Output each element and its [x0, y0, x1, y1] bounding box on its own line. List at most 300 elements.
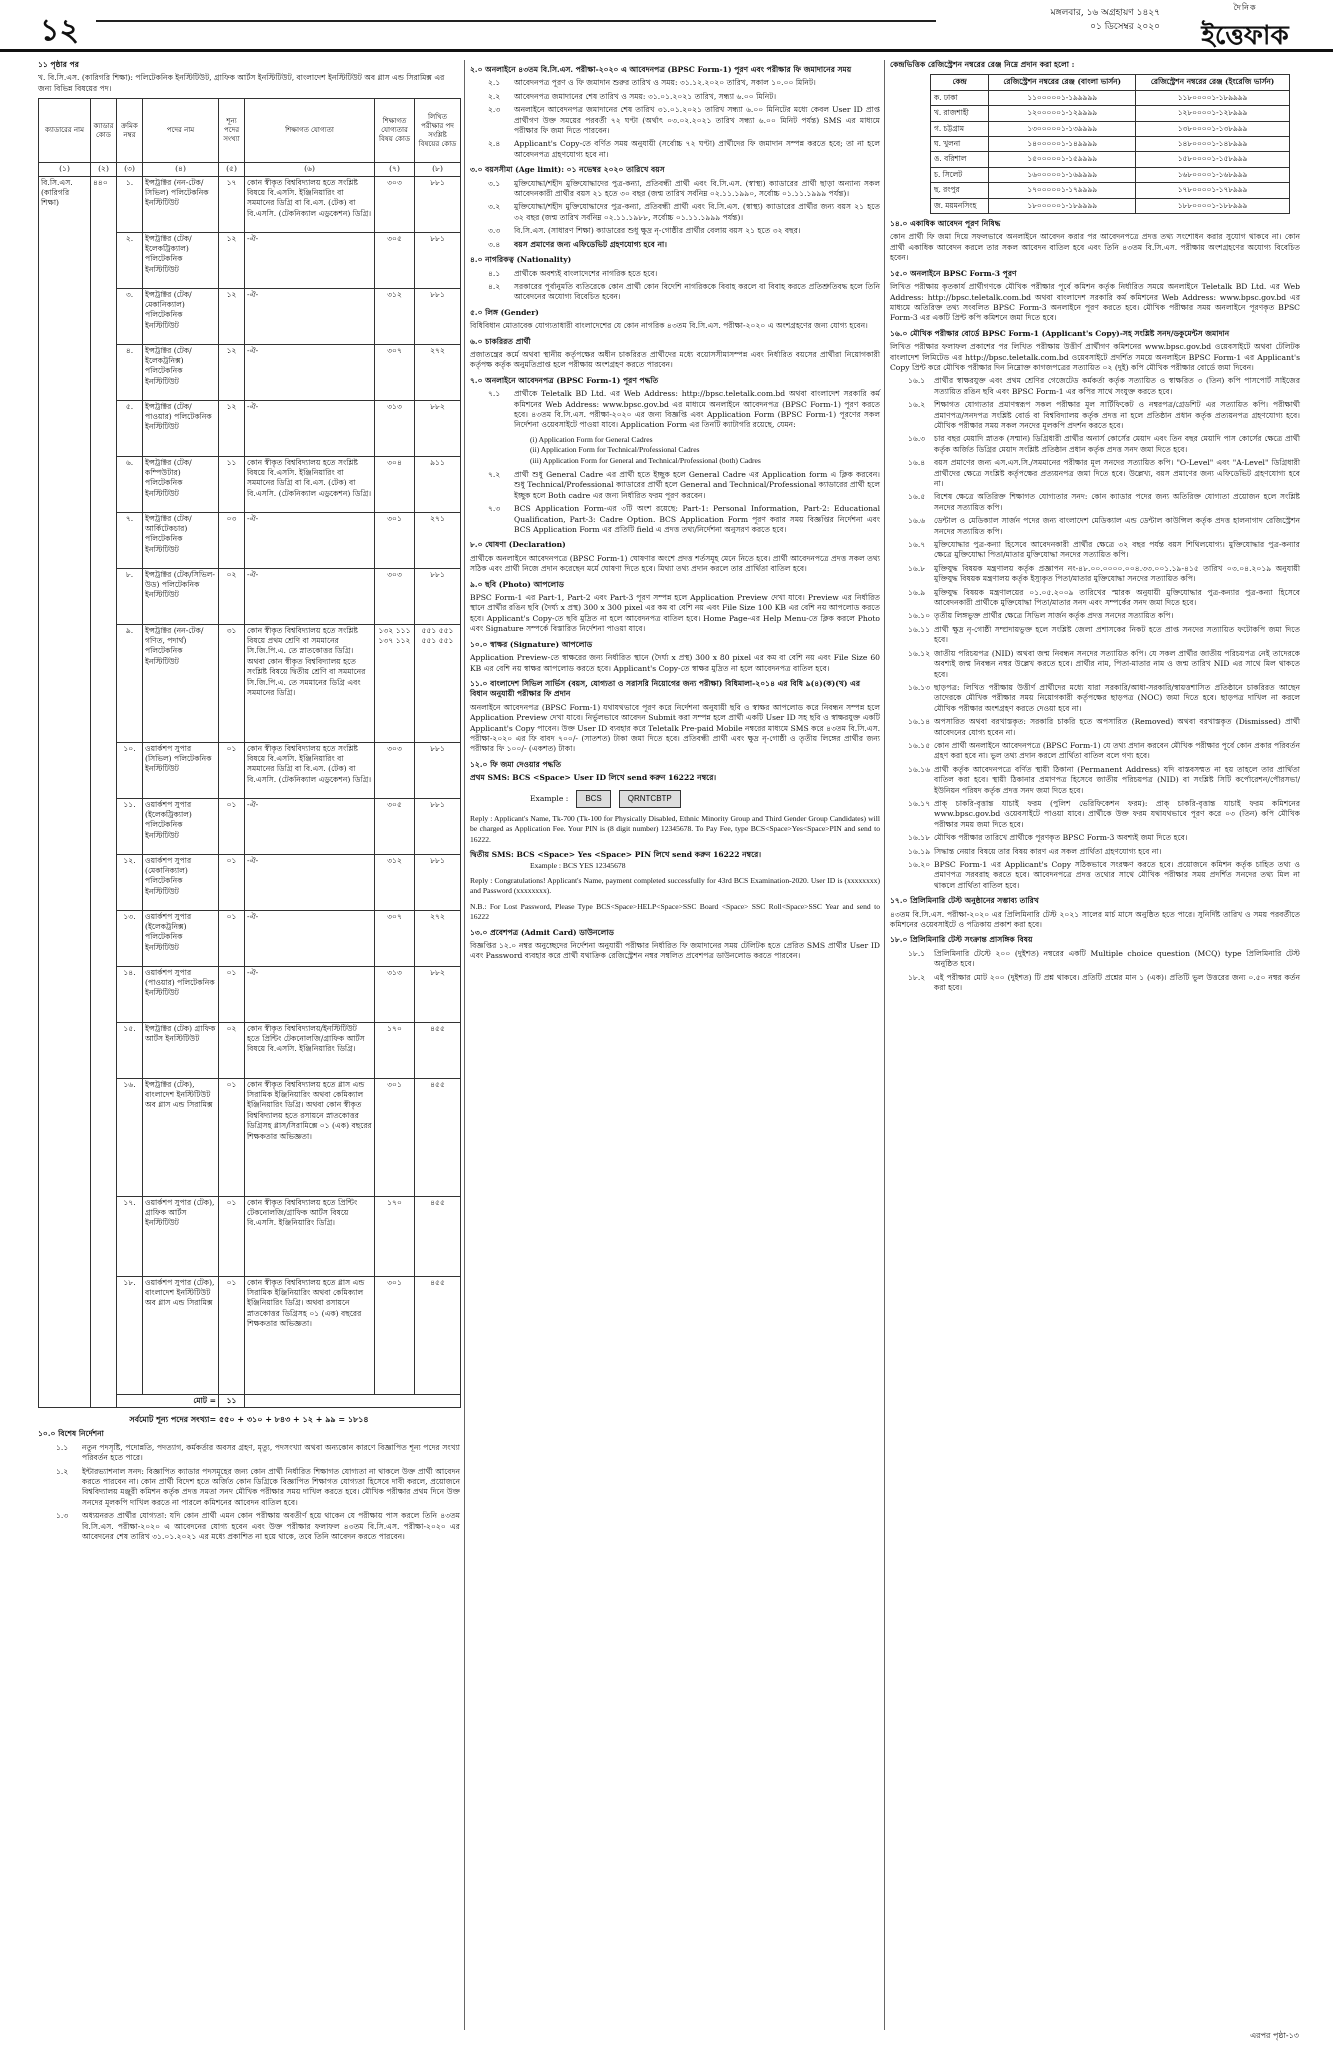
list-item: (i) Application Form for General Cadres [530, 434, 653, 444]
subject-code-cell: ৩০৭ [375, 344, 415, 400]
clause-text: মুক্তিযোদ্ধার পুত্র-কন্যা হিসেবে আবেদনকারী প্রার্থীর ক্ষেত্রে ৩২ বছর পর্যন্ত বয়স শিথিলযোগ্য। মুক্তিযোদ্ধার পুত্র-কন্যার ক্ষেত্রে মুক্তিযোদ্ধা পিতা/মাতার মুক্তিযোদ্ধা সনদের সত্যায়িত কপি। [934, 540, 1300, 560]
clause-text: আবেদনপত্র পূরণ ও ফি জমাদান শুরুর তারিখ ও সময়: ৩১.১২.২০২০ তারিখ, সকাল ১০.০০ মিনিট। [514, 78, 816, 88]
range-cell: ১৬০০০০০১-১৬৯৯৯৯ [989, 167, 1136, 182]
clause [890, 588, 1300, 609]
serial-cell: ১৩. [117, 910, 143, 966]
section-heading: ১৩.০ প্রবেশপত্র (Admit Card) ডাউনলোড [470, 927, 615, 937]
post-name-cell: ওয়ার্কশপ সুপার (সিভিল) পলিটেকনিক ইনস্টিটিউট [143, 742, 219, 798]
exam-code-cell: ৯১১ [415, 456, 461, 512]
clause-text: প্রিলিমিনারি টেস্টে ২০০ (দুইশত) নম্বরের একটি Multiple choice question (MCQ) type প্রিলিমিনারি টেস্ট অনুষ্ঠিত হবে। [934, 948, 1300, 969]
qualification-cell: কোন স্বীকৃত বিশ্ববিদ্যালয় হতে প্রিন্টিং টেকনোলজি/গ্রাফিক আর্টস বিষয়ে বি.এসসি. ইঞ্জিনিয়ারিং ডিগ্রি। [245, 1196, 375, 1276]
section-title: ১০.০ বিশেষ নির্দেশনা [38, 1429, 104, 1439]
continued-next-page: এরপর পৃষ্ঠা-১৩ [1250, 2031, 1299, 2040]
total-value: ১১ [219, 1394, 245, 1407]
column-number: (৫) [219, 163, 245, 176]
section-heading: ১৮.০ প্রিলিমিনারি টেস্ট সংক্রান্ত প্রাসঙ্গিক বিষয় [890, 935, 1033, 945]
clause [890, 799, 1300, 830]
table-row [931, 152, 1290, 167]
qualification-cell: -ঐ- [245, 288, 375, 344]
qualification-cell: -ঐ- [245, 344, 375, 400]
vacancy-cell: ০১ [219, 1078, 245, 1196]
section-heading: ৫.০ লিঙ্গ (Gender) [470, 307, 539, 317]
range-cell: ১৩০০০০০১-১৩৯৯৯৯ [989, 121, 1136, 136]
clause-text: মুক্তিযোদ্ধা/শহীদ মুক্তিযোদ্ধাদের পুত্র-কন্যা, প্রতিবন্ধী প্রার্থী এবং বি.সি.এস. (স্বাস্থ্য) ক্যাডারের প্রার্থীর জন্য বয়স ২১ হতে ৩২ বছর (জন্ম তারিখ সর্বনিম্ন ০২.১১.১৯৮৮, সর্বোচ্চ ০১.১১.১৯৯৯ পর্যন্ত)। [514, 202, 880, 222]
table-header: শিক্ষাগত যোগ্যতার বিষয় কোড [375, 99, 415, 163]
clause-text: প্রার্থীর স্বাক্ষরযুক্ত এবং প্রথম শ্রেণির গেজেটেড কর্মকর্তা কর্তৃক সত্যায়িত ও স্বাক্ষরিত ৩ (তিন) কপি পাসপোর্ট সাইজের সত্যায়িত রঙিন ছবি এবং BPSC Form-1 এর কপির সাথে সংযুক্ত করতে হবে। [934, 376, 1300, 396]
subject-code-cell: ৩০৩ [375, 176, 415, 232]
paragraph: Application Preview-তে স্বাক্ষরের জন্য নির্ধারিত স্থানে (দৈর্ঘ্য x প্রস্থ) 300 x 80 pixel এর কম বা বেশি নয় এবং File Size 60 KB এর বেশি নয় স্বাক্ষর আপলোড করতে হবে। Applicant's Copy-তে স্বাক্ষর মুদ্রিত না হলে আবেদনপত্র বাতিল হবে। [470, 653, 880, 673]
clause-text: জাতীয় পরিচয়পত্র (NID) অথবা জন্ম নিবন্ধন সনদের সত্যায়িত কপি। যে সকল প্রার্থীর জাতীয় পরিচয়পত্র নেই তাদেরকে অবশ্যই জন্ম নিবন্ধন নম্বর উল্লেখ করতে হবে। প্রার্থীর নাম, পিতা-মাতার নাম ও জন্ম তারিখ NID এর সাথে মিল থাকতে হবে। [934, 648, 1300, 679]
post-name-cell: ইন্সট্রাক্টর (টেক) গ্রাফিক আর্টস ইনস্টিটিউট [143, 1022, 219, 1078]
post-name-cell: ওয়ার্কশপ সুপার (ইলেকট্রিক্যাল) পলিটেকনিক ইনস্টিটিউট [143, 798, 219, 854]
total-label: মোট = [117, 1394, 219, 1407]
clause [890, 649, 1300, 680]
clause: ১.২ ইন্টারভ্যাশনাল সনদ: বিজ্ঞাপিত ক্যাডার পদসমূহের জন্য কোন প্রার্থী নির্ধারিত শিক্ষাগত যোগ্যতা না থাকলে উক্ত প্রার্থী আবেদন করতে পারবেন না। কোন প্রার্থী বিদেশ হতে অর্জিত কোন ডিগ্রিকে বিজ্ঞাপিত শিক্ষাগত যোগ্যতা হিসেবে দাবী করলে, প্রয়োজনে বিশ্ববিদ্যালয় মঞ্জুরী কমিশন কর্তৃক প্রদত্ত সমতা সনদ মৌখিক পরীক্ষার সময় দাখিল করতে হবে। মৌখিক পরীক্ষার প্রথম দিনে উক্ত সনদের মূলকপি দাখিল করতে না পারলে কমিশনের আবেদন বাতিল হবে। [56, 1466, 460, 1507]
post-name-cell: ইন্সট্রাক্টর (নন-টেক/গণিত, পদার্থ) পলিটেকনিক ইনস্টিটিউট [143, 624, 219, 742]
section-heading: ২.০ অনলাইনে ৪৩তম বি.সি.এস. পরীক্ষা-২০২০ এ আবেদনপত্র (BPSC Form-1) পূরণ এবং পরীক্ষার ফি জমাদানের সময় [470, 65, 852, 74]
paragraph: প্রজাতন্ত্রের কর্মে অথবা স্থানীয় কর্তৃপক্ষের অধীন চাকরিরত প্রার্থীদের মধ্যে বয়োসসীমাসম্পন্ন এবং নির্ধারিত বয়সের প্রার্থীরা নিয়োগকারী কর্তৃপক্ষ কর্তৃক অনুমতিপ্রাপ্ত হলে পরীক্ষায় অংশগ্রহণ করতে পারবেন। [470, 349, 880, 370]
table-row [39, 176, 461, 232]
section-heading: ১৭.০ প্রিলিমিনারি টেস্ট অনুষ্ঠানের সম্ভাব্য তারিখ [890, 896, 1039, 906]
clause: ১.৩ অধ্যয়নরত প্রার্থীর যোগ্যতা: যদি কোন প্রার্থী এমন কোন পরীক্ষায় অবতীর্ণ হয়ে থাকেন যে পরীক্ষায় পাস করলে তিনি ৪৩তম বি.সি.এস. পরীক্ষা-২০২০ এ আবেদনের যোগ্য হবেন এবং উক্ত পরীক্ষার ফলাফল ৪৩তম বি.সি.এস. পরীক্ষা-২০২০ এর আবেদনের শেষ তারিখ ৩১.০১.২০২১ এর মধ্যে প্রকাশিত না হয়ে থাকে, তবে তিনি আবেদন করতে পারবেন। [56, 1511, 460, 1542]
clause [890, 833, 1300, 843]
serial-cell: ৬. [117, 456, 143, 512]
sms-example [530, 790, 880, 808]
continued-label: ১১ পৃষ্ঠার পর [38, 60, 79, 69]
column-divider [884, 60, 885, 2030]
table-header: লিখিত পরীক্ষার পদ সংশ্লিষ্ট বিষয়ের কোড [415, 99, 461, 163]
subject-code-cell: ৩০৭ [375, 910, 415, 966]
qualification-cell: -ঐ- [245, 798, 375, 854]
exam-code-cell: ৮৮২ [415, 966, 461, 1022]
clause: ২.৪ Applicant's Copy-তে বর্ণিত সময় অনুযায়ী (সর্বোচ্চ ৭২ ঘণ্টা) প্রার্থীদের ফি জমাদান সম্পন্ন করতে হবে; তা না হলে আবেদনপত্র গ্রহণযোগ্য হবে না। [488, 139, 880, 159]
qualification-cell: কোন স্বীকৃত বিশ্ববিদ্যালয়/ইনস্টিটিউট হতে প্রিন্টিং টেকনোলজি/গ্রাফিক আর্টস বিষয়ে বি.এসসি. ইঞ্জিনিয়ারিং ডিগ্রি। [245, 1022, 375, 1078]
clause: ১৮.২ এই পরীক্ষার মোট ২০০ (দুইশত) টি প্রশ্ন থাকবে। প্রতিটি প্রশ্নের মান ১ (এক)। প্রতিটি ভুল উত্তরের জন্য ০.৫০ নম্বর কর্তন করা হবে। [908, 972, 1300, 993]
subject-code-cell: ৩১৩ [375, 400, 415, 456]
clause-number: ১৬.১৩ [908, 682, 931, 692]
table-header: শূন্য পদের সংখ্যা [219, 99, 245, 163]
clause-number: ১৬.১১ [908, 624, 931, 634]
clause-text: শিক্ষাগত যোগ্যতার প্রমাণস্বরূপ সকল পরীক্ষার মূল সার্টিফিকেট ও নম্বরপত্র/গ্রেডশিট এর সত্যায়িত কপি। পরীক্ষার্থী প্রমাণপত্র/সনদপত্র সংশ্লিষ্ট বোর্ড বা বিশ্ববিদ্যালয় কর্তৃক প্রদত্ত না হলে প্রতিষ্ঠান প্রধান কর্তৃক প্রত্যয়নপত্র গ্রহণযোগ্য হবে। মৌখিক পরীক্ষার সময় সকল সনদের মূলকপি প্রদর্শন করতে হবে। [934, 400, 1300, 430]
exam-code-cell: ৮৮১ [415, 568, 461, 624]
clause [890, 516, 1300, 537]
paragraph: বিজ্ঞপ্তির ১২.০ নম্বর অনুচ্ছেদের নির্দেশনা অনুযায়ী পরীক্ষার নির্ধারিত ফি জমাদানের সময় টেলিটক হতে প্রেরিত SMS প্রার্থীর User ID এবং Password ব্যবহার করে প্রার্থী যথাক্রিক রেজিস্ট্রেশন নম্বর সম্বলিত প্রবেশপত্র ডাউনলোড করতে পারবেন। [470, 941, 880, 961]
centre-cell: খ. রাজশাহী [931, 106, 989, 121]
clause-number: ১৬.২০ [908, 860, 931, 869]
qualification-cell: -ঐ- [245, 854, 375, 910]
post-name-cell: ইন্সট্রাক্টর (টেক/ইলেকট্রনিক্স) পলিটেকনিক ইনস্টিটিউট [143, 344, 219, 400]
post-name-cell: ওয়ার্কশপ সুপার (পাওয়ার) পলিটেকনিক ইনস্টিটিউট [143, 966, 219, 1022]
clause-text: BPSC Form-1 এর Applicant's Copy সঠিকভাবে সংরক্ষণ করতে হবে। প্রয়োজনে কমিশন কর্তৃক চাহিত তথ্য ও প্রমাণপত্র সরবরাহ করতে হবে। আবেদনপত্রে প্রদত্ত তথ্যের সাথে মৌখিক পরীক্ষার সময় প্রদর্শিত সনদের তথ্য মিল না থাকলে প্রার্থিতা বাতিল হবে। [934, 860, 1300, 890]
vacancy-cell: ০২ [219, 568, 245, 624]
cadre-code-cell: ৪৪০ [91, 176, 117, 1407]
sms-instruction: প্রথম SMS: BCS <Space> User ID লিখে send করুন 16222 নম্বরে। [470, 773, 717, 783]
clause [890, 860, 1300, 891]
table-header: রেজিস্ট্রেশন নম্বরের রেঞ্জ (বাংলা ভার্সন) [989, 75, 1136, 90]
subject-code-cell: ৩১২ [375, 288, 415, 344]
issue-date [950, 6, 1160, 34]
vacancy-cell: ০১ [219, 966, 245, 1022]
serial-cell: ১১. [117, 798, 143, 854]
subject-code-cell: ৩০৫ [375, 798, 415, 854]
posts-table [38, 98, 461, 1408]
clause: ৭.৩ BCS Application Form-এর ৩টি অংশ রয়েছে: Part-1: Personal Information, Part-2: Educational Qualification, Part-3: Cadre Option. BCS Application Form পূরণ করার সময় বিজ্ঞপ্তির নির্দেশনা এবং BCS Application Form এর প্রতিটি field এ প্রদত্ত তথ্য/নির্দেশনা অনুসরণ করতে হবে। [488, 504, 880, 535]
vacancy-cell: ১২ [219, 232, 245, 288]
clause-text: প্রাক্ চাকরি-বৃত্তান্ত যাচাই ফরম (পুলিশ ভেরিফিকেশন ফরম): প্রাক্ চাকরি-বৃত্তান্ত যাচাই ফরম কমিশনের www.bpsc.gov.bd ওয়েবসাইটে পাওয়া যাবে। প্রার্থীকে উক্ত ফরম যথাযথভাবে পূরণ করে ০৩ (তিন) কপি মৌখিক পরীক্ষার সময় জমা দিতে হবে। [934, 798, 1300, 829]
table-header: রেজিস্ট্রেশন নম্বরের রেঞ্জ (ইংরেজি ভার্সন) [1136, 75, 1290, 90]
section-heading: ৬.০ চাকরিরত প্রার্থী [470, 336, 531, 346]
clause-number: ১৬.৫ [908, 492, 926, 502]
example-label: Example : [530, 793, 569, 803]
serial-cell: ১০. [117, 742, 143, 798]
range-cell: ১৫৮০০০০১-১৫৮৯৯৯ [1136, 152, 1290, 167]
post-name-cell: ওয়ার্কশপ সুপার (ইলেকট্রনিক্স) পলিটেকনিক ইনস্টিটিউট [143, 910, 219, 966]
qualification-cell: -ঐ- [245, 568, 375, 624]
qualification-cell: কোন স্বীকৃত বিশ্ববিদ্যালয় হতে সংশ্লিষ্ট বিষয়ে বি.এসসি. ইঞ্জিনিয়ারিং বা সমমানের ডিগ্রি বা বি.এস. (টেক) বা বি.এসসি. (টেকনিক্যাল এডুকেশন) ডিগ্রি। [245, 456, 375, 512]
subject-code-cell: ১৩২ ১১১ ১৩৭ ১১২ [375, 624, 415, 742]
clause-text: BCS Application Form-এর ৩টি অংশ রয়েছে: Part-1: Personal Information, Part-2: Educational Qualification, Part-3: Cadre Option. BCS Application Form পূরণ করার সময় বিজ্ঞপ্তির নির্দেশনা এবং BCS Application Form এর প্রতিটি field এ প্রদত্ত তথ্য/নির্দেশনা অনুসরণ করতে হবে। [514, 504, 880, 535]
centre-cell: ঘ. খুলনা [931, 137, 989, 152]
vacancy-cell: ৩১ [219, 624, 245, 742]
subject-code-cell: ৩০৪ [375, 456, 415, 512]
range-cell: ১১৮০০০০১-১৮৯৯৯৯ [1136, 90, 1290, 105]
range-cell: ১৮৮০০০০১-১৮৮৯৯৯ [1136, 198, 1290, 213]
exam-code-cell: ৮৮১ [415, 742, 461, 798]
section-heading: ৭.০ অনলাইনে আবেদনপত্র (BPSC Form-1) পূরণ পদ্ধতি [470, 375, 659, 385]
serial-cell: ৪. [117, 344, 143, 400]
masthead-logo [1170, 2, 1320, 59]
vacancy-cell: ০২ [219, 1022, 245, 1078]
post-name-cell: ইন্সট্রাক্টর (টেক), বাংলাদেশ ইনস্টিটিউট অব গ্লাস এন্ড সিরামিক্স [143, 1078, 219, 1196]
clause-text: ছাড়পত্র: লিখিত পরীক্ষায় উত্তীর্ণ প্রার্থীদের মধ্যে যারা সরকারি/আধা-সরকারি/স্বায়ত্তশাসিত প্রতিষ্ঠানে চাকরিরত আছেন তাদেরকে মৌখিক পরীক্ষার সময় নিয়োগকারী কর্তৃপক্ষের ছাড়পত্র (NOC) জমা দিতে হবে। ছাড়পত্র দাখিল না করলে মৌখিক পরীক্ষার অংশগ্রহণ করতে দেওয়া হবে না। [934, 682, 1300, 713]
subject-code-cell: ৩০৩ [375, 568, 415, 624]
table-header: শিক্ষাগত যোগ্যতা [245, 99, 375, 163]
clause-text: ডেন্টাল ও মেডিক্যাল সার্জন পদের জন্য বাংলাদেশ মেডিক্যাল এন্ড ডেন্টাল কাউন্সিল কর্তৃক প্রদত্ত হালনাগাদ রেজিস্ট্রেশন সনদের সত্যায়িত কপি। [934, 516, 1300, 536]
table-header-row [931, 75, 1290, 90]
paragraph: অনলাইনে আবেদনপত্র (BPSC Form-1) যথাযথভাবে পূরণ করে নির্দেশনা অনুযায়ী ছবি ও স্বাক্ষর আপলোড করে নিবন্ধন সম্পন্ন হলে Application Preview দেখা যাবে। নির্ভুলভাবে আবেদন Submit করা সম্পন্ন হলে প্রার্থী একটি User ID সহ ছবি ও স্বাক্ষরযুক্ত একটি Applicant's Copy পাবেন। উক্ত User ID ব্যবহার করে Teletalk Pre-paid Mobile নম্বরের মাধ্যমে SMS করে ৪৩তম বি.সি.এস. পরীক্ষা-২০২০ এর ফি বাবদ ৭০০/- (সাতশত) টাকা জমা দিতে হবে। প্রতিবন্ধী প্রার্থী এবং ক্ষুদ্র নৃ-গোষ্ঠী ও তৃতীয় লিঙ্গের প্রার্থীর জন্য পরীক্ষার ফি ১০০/- (একশত) টাকা। [470, 702, 880, 754]
column-number-row [39, 163, 461, 176]
clause: ৩.৩ বি.সি.এস. (সাধারণ শিক্ষা) ক্যাডারের শুধু ক্ষুদ্র নৃ-গোষ্ঠীর প্রার্থীর বেলায় বয়স ২১ হতে ৩২ বছর। [470, 226, 880, 236]
clause-number: ১৬.১৮ [908, 833, 931, 843]
clause: ৪.২ সরকারের পূর্বানুমতি ব্যতিরেকে কোন প্রার্থী কোন বিদেশি নাগরিককে বিবাহ করলে বা বিবাহ করতে প্রতিশ্রুতিবদ্ধ হলে তিনি আবেদনের অযোগ্য বিবেচিত হবেন। [488, 281, 880, 302]
qualification-cell: -ঐ- [245, 232, 375, 288]
clause: ৩.১ মুক্তিযোদ্ধা/শহীদ মুক্তিযোদ্ধাদের পুত্র-কন্যা, প্রতিবন্ধী প্রার্থী এবং বি.সি.এস. (স্বাস্থ্য) ক্যাডারের প্রার্থী ছাড়া অন্যান্য সকল আবেদনকারী প্রার্থীর বয়স ২১ হতে ৩০ বছর (জন্ম তারিখ সর্বনিম্ন ০২.১১.১৯৯০, সর্বোচ্চ ০১.১১.১৯৯৯ পর্যন্ত)। [488, 178, 880, 199]
qualification-cell: কোন স্বীকৃত বিশ্ববিদ্যালয় হতে সংশ্লিষ্ট বিষয়ে বি.এসসি. ইঞ্জিনিয়ারিং বা সমমানের ডিগ্রি বা বি.এস. (টেক) বা বি.এসসি. (টেকনিক্যাল এডুকেশন) ডিগ্রি। [245, 742, 375, 798]
clause-text: এই পরীক্ষার মোট ২০০ (দুইশত) টি প্রশ্ন থাকবে। প্রতিটি প্রশ্নের মান ১ (এক)। প্রতিটি ভুল উত্তরের জন্য ০.৫০ নম্বর কর্তন করা হবে। [934, 972, 1300, 993]
range-cell: ১৩৮০০০০১-১৩৮৯৯৯ [1136, 121, 1290, 136]
clause-text: প্রার্থীকে Teletalk BD Ltd. এর Web Address: http://bpsc.teletalk.com.bd অথবা বাংলাদেশ সরকারি কর্ম কমিশনের Web Address: www.bpsc.gov.bd এর মাধ্যমে অনলাইনে আবেদনপত্র (BPSC Form-1) পূরণ করতে হবে। ৪৩তম বি.সি.এস. পরীক্ষা-২০২০ এর জন্য বিজ্ঞপ্তি এবং Application Form (BPSC Form-1) পূরণের সকল নির্দেশনা ওয়েবসাইটে পাওয়া যাবে। Application Form এর তিনটি ক্যাটাগরি রয়েছে, যেমন: [514, 389, 880, 430]
post-name-cell: ইন্সট্রাক্টর (টেক/সিভিল-উড) পলিটেকনিক ইনস্টিটিউট [143, 568, 219, 624]
subject-code-cell: ৩১৩ [375, 966, 415, 1022]
clause [890, 492, 1300, 513]
clause-text: বয়স প্রমাণের জন্য এফিডেভিট গ্রহণযোগ্য হবে না। [514, 239, 667, 249]
subject-code-cell: ৩০১ [375, 1276, 415, 1394]
centre-cell: জ. ময়মনসিংহ [931, 198, 989, 213]
range-cell: ১২০০০০০১-১২৯৯৯৯ [989, 106, 1136, 121]
clause: ২.৩ অনলাইনে আবেদনপত্র জমাদানের শেষ তারিখ ৩১.০১.২০২১ তারিখ সন্ধ্যা ৬.০০ মিনিটের মধ্যে কেবল User ID প্রাপ্ত প্রার্থীগণ উক্ত সময়ের পরবর্তী ৭২ ঘণ্টা (অর্থাৎ ০৩.০২.২০২১ তারিখ সন্ধ্যা ৬.০০ মিনিট পর্যন্ত) SMS এর মাধ্যমে পরীক্ষার ফি জমা দিতে পারবেন। [488, 105, 881, 136]
paragraph: BPSC Form-1 এর Part-1, Part-2 এবং Part-3 পূরণ সম্পন্ন হলে Application Preview দেখা যাবে। Preview এর নির্ধারিত স্থানে প্রার্থীর রঙিন ছবি (দৈর্ঘ্য x প্রস্থ) 300 x 300 pixel এর কম বা বেশি নয় এবং File Size 100 KB এর বেশি নয় আপলোড করতে হবে। Applicant's Copy-তে ছবি মুদ্রিত না হলে আবেদনপত্র বাতিল হবে। Home Page-এর Help Menu-তে ক্লিক করলে Photo এবং Signature সম্পর্কে বিস্তারিত নির্দেশনা পাওয়া যাবে। [470, 593, 880, 634]
clause-number: ১৬.১২ [908, 648, 931, 658]
table-row [931, 121, 1290, 136]
section-heading [38, 1429, 460, 1439]
table-row [931, 106, 1290, 121]
exam-code-cell: ২৭১ [415, 512, 461, 568]
qualification-cell: কোন স্বীকৃত বিশ্ববিদ্যালয় হতে সংশ্লিষ্ট বিষয়ে বি.এসসি. ইঞ্জিনিয়ারিং বা সমমানের ডিগ্রি বা বি.এস. (টেক) বা বি.এসসি. (টেকনিক্যাল এডুকেশন) ডিগ্রি। [245, 176, 375, 232]
clause-text: সরকারের পূর্বানুমতি ব্যতিরেকে কোন প্রার্থী কোন বিদেশি নাগরিককে বিবাহ করলে বা বিবাহ করতে প্রতিশ্রুতিবদ্ধ হলে তিনি আবেদনের অযোগ্য বিবেচিত হবেন। [514, 281, 880, 302]
serial-cell: ১৬. [117, 1078, 143, 1196]
clause-number: ১৬.১৯ [908, 846, 931, 856]
section-heading: ১৪.০ একাধিক আবেদন পূরণ নিষিদ্ধ [890, 219, 1001, 229]
clause-text: প্রার্থীকে অবশ্যই বাংলাদেশের নাগরিক হতে হবে। [514, 268, 658, 278]
clause-text: মুক্তিযুদ্ধ বিষয়ক মন্ত্রণালয় কর্তৃক প্রজ্ঞাপন নং-৪৮.০০.০০০০.০০৪.৩৩.০০১.১৯-৪১৫ তারিখ ০৩.০৪.২০১৯ অনুযায়ী মুক্তিযুদ্ধ বিষয়ক মন্ত্রণালয় কর্তৃক ইস্যুকৃত পিতা/মাতার মুক্তিযোদ্ধা সনদের সত্যায়িত কপি। [934, 563, 1300, 584]
centre-cell: ছ. রংপুর [931, 183, 989, 198]
clause [890, 564, 1300, 585]
post-name-cell: ইন্সট্রাক্টর (নন-টেক/সিভিল) পলিটেকনিক ইনস্টিটিউট [143, 176, 219, 232]
serial-cell: ১৪. [117, 966, 143, 1022]
exam-code-cell: ৮৮১ [415, 798, 461, 854]
clause-text: প্রার্থী শুধু General Cadre এর প্রার্থী হতে ইচ্ছুক হলে General Cadre এর Application form এ ক্লিক করবেন। শুধু Technical/Professional ক্যাডারের প্রার্থী হলে General and Technical/Professional ক্যাডারের প্রার্থী হলে ইচ্ছুক হলে Both cadre এর জন্য নির্ধারিত ফরম পূরণ করবেন। [514, 470, 880, 500]
empty-cell [245, 1394, 461, 1407]
clause [890, 611, 1300, 621]
paragraph: প্রার্থীকে অনলাইনে আবেদনপত্রে (BPSC Form-1) ঘোষণার অংশে প্রদত্ত শর্তসমূহ মেনে নিতে হবে। প্রার্থী আবেদনপত্রে প্রদত্ত সকল তথ্য সঠিক এবং প্রার্থী নিজে প্রদান করেছেন মর্মে ঘোষণা দিতে হবে। মিথ্যা তথ্য প্রদান করলে তার প্রার্থিতা বাতিল হবে। [470, 553, 880, 574]
serial-cell: ১. [117, 176, 143, 232]
clause-number: ১৬.১৪ [908, 717, 931, 727]
table-row [931, 167, 1290, 182]
range-cell: ১৭০০০০০১-১৭৯৯৯৯ [989, 183, 1136, 198]
sms-example-userid: QRNTCBTP [619, 790, 681, 808]
table-header: ক্যাডারের নাম [39, 99, 91, 163]
table-header: কেন্দ্র [931, 75, 989, 90]
clause-number: ১৬.৩ [908, 434, 926, 444]
qualification-cell: কোন স্বীকৃত বিশ্ববিদ্যালয় হতে গ্লাস এন্ড সিরামিক ইঞ্জিনিয়ারিং অথবা কেমিক্যাল ইঞ্জিনিয়ারিং ডিগ্রি। অথবা কোন স্বীকৃত বিশ্ববিদ্যালয় হতে রসায়নে স্নাতকোত্তর ডিগ্রিসহ গ্লাস/সিরামিক্সে ০১ (এক) বছরের শিক্ষকতার অভিজ্ঞতা। [245, 1078, 375, 1196]
exam-code-cell: ২৭২ [415, 344, 461, 400]
registration-range-table [930, 74, 1290, 214]
vacancy-cell: ০১ [219, 1276, 245, 1394]
vacancy-cell: ০১ [219, 910, 245, 966]
qualification-cell: কোন স্বীকৃত বিশ্ববিদ্যালয় হতে সংশ্লিষ্ট বিষয়ে প্রথম শ্রেণি বা সমমানের সি.জি.পি.এ. তে স্নাতকোত্তর ডিগ্রি। অথবা কোন স্বীকৃত বিশ্ববিদ্যালয় হতে সংশ্লিষ্ট বিষয়ে দ্বিতীয় শ্রেণি বা সমমানের সি.জি.পি.এ. তে সমমানের ডিগ্রি এবং সমমানের ডিগ্রি। [245, 624, 375, 742]
masthead-sub: দৈনিক [1233, 3, 1257, 12]
clause [890, 458, 1300, 489]
vacancy-cell: ১২ [219, 344, 245, 400]
column-number: (২) [91, 163, 117, 176]
clause-number: ১৬.১ [908, 376, 926, 386]
clause-text: বিশেষ ক্ষেত্রে অতিরিক্ত শিক্ষাগত যোগ্যতার সনদ: কোন ক্যাডার পদের জন্য অতিরিক্ত যোগ্যতা প্রয়োজন হলে সংশ্লিষ্ট সনদের সত্যায়িত কপি। [934, 492, 1300, 512]
clause: ২.২ আবেদনপত্র জমাদানের শেষ তারিখ ও সময়: ৩১.০১.২০২১ তারিখ, সন্ধ্যা ৬.০০ মিনিট। [470, 92, 880, 102]
clause [890, 625, 1300, 646]
clause: ৭.১ প্রার্থীকে Teletalk BD Ltd. এর Web Address: http://bpsc.teletalk.com.bd অথবা বাংলাদেশ সরকারি কর্ম কমিশনের Web Address: www.bpsc.gov.bd এর মাধ্যমে অনলাইনে আবেদনপত্র (BPSC Form-1) পূরণ করতে হবে। ৪৩তম বি.সি.এস. পরীক্ষা-২০২০ এর জন্য বিজ্ঞপ্তি এবং Application Form (BPSC Form-1) পূরণের সকল নির্দেশনা ওয়েবসাইটে পাওয়া যাবে। Application Form এর তিনটি ক্যাটাগরি রয়েছে, যেমন: [488, 389, 880, 430]
clause [890, 741, 1300, 762]
exam-code-cell: ৪৫৫ [415, 1078, 461, 1196]
paragraph: লিখিত পরীক্ষায় কৃতকার্য প্রার্থীগণকে মৌখিক পরীক্ষার পূর্বে কমিশন কর্তৃক নির্ধারিত সময়ে অনলাইনে Teletalk BD Ltd. এর Web Address: http://bpsc.teletalk.com.bd অথবা বাংলাদেশ সরকারি কর্ম কমিশনের Web Address: www.bpsc.gov.bd এর মাধ্যমে অতিরিক্ত তথ্য সংবলিত BPSC Form-3 অনলাইনে পূরণ করতে হবে। মৌখিক পরীক্ষার সময় অনলাইনে পূরণকৃত BPSC Form-3 এর একটি প্রিন্ট কপি কমিশনে জমা দিতে হবে। [890, 282, 1300, 323]
table-header: ক্রমিক নম্বর [117, 99, 143, 163]
clause-text: মৌখিক পরীক্ষার তারিখে প্রার্থীকে পূরণকৃত BPSC Form-3 অবশ্যই জমা দিতে হবে। [934, 833, 1188, 843]
vacancy-cell: ১২ [219, 400, 245, 456]
clause-number: ১৬.১৭ [908, 798, 931, 808]
serial-cell: ১২. [117, 854, 143, 910]
qualification-cell: কোন স্বীকৃত বিশ্ববিদ্যালয় হতে গ্লাস এন্ড সিরামিক ইঞ্জিনিয়ারিং অথবা কেমিক্যাল ইঞ্জিনিয়ারিং ডিগ্রি। অথবা রসায়নে স্নাতকোত্তর ডিগ্রিসহ ০১ (এক) বছরের শিক্ষকতার অভিজ্ঞতা। [245, 1276, 375, 1394]
grand-total: সর্বমোট শূন্য পদের সংখ্যা= ৫৫০ + ৩১০ + ৮৪৩ + ১২ + ৯৯ = ১৮১৪ [129, 1414, 369, 1425]
application-form-list [530, 435, 880, 466]
serial-cell: ৯. [117, 624, 143, 742]
exam-code-cell: ৮৮১ [415, 854, 461, 910]
lost-password-note: N.B.: For Lost Password, Please Type BCS<Space>HELP<Space>SSC Board <Space> SSC Roll<Space>SSC Year and send to 16222 [470, 901, 880, 922]
subject-code-cell: ১৭০ [375, 1196, 415, 1276]
column-1 [38, 60, 460, 1543]
clause-number: ১৬.২ [908, 400, 926, 410]
column-number: (৭) [375, 163, 415, 176]
clause-text: প্রার্থী কর্তৃক আবেদনপত্রে বর্ণিত স্থায়ী ঠিকানা (Permanent Address) যদি বাস্তবসম্মত না হয় তাহলে তার প্রার্থিতা বাতিল করা হবে। স্থায়ী ঠিকানার প্রমাণপত্র হিসেবে জাতীয় পরিচয়পত্র (NID) বা সংশ্লিষ্ট সিটি কর্পোরেশন/পৌরসভা/ইউনিয়ন পরিষদ কর্তৃক প্রদত্ত সনদ জমা দিতে হবে। [934, 764, 1300, 795]
clause: ২.১ আবেদনপত্র পূরণ ও ফি জমাদান শুরুর তারিখ ও সময়: ৩১.১২.২০২০ তারিখ, সকাল ১০.০০ মিনিট। [470, 78, 880, 88]
sms-instruction: দ্বিতীয় SMS: BCS <Space> Yes <Space> PIN লিখে send করুন 16222 নম্বরে। [470, 850, 762, 860]
range-cell: ১১০০০০০১-১৯৯৯৯৯ [989, 90, 1136, 105]
column-number: (৮) [415, 163, 461, 176]
clause-text: সিদ্ধান্ত নেয়ার বিষয়ে তার বিষয় কারণ এর সকল প্রার্থিতা গ্রহণযোগ্য হবে না। [934, 846, 1162, 856]
serial-cell: ৫. [117, 400, 143, 456]
sms-example-keyword: BCS [576, 790, 610, 808]
column-number: (১) [39, 163, 91, 176]
clause-text: অনলাইনে আবেদনপত্র জমাদানের শেষ তারিখ ৩১.০১.২০২১ তারিখ সন্ধ্যা ৬.০০ মিনিটের মধ্যে কেবল User ID প্রাপ্ত প্রার্থীগণ উক্ত সময়ের পরবর্তী ৭২ ঘণ্টা (অর্থাৎ ০৩.০২.২০২১ তারিখ সন্ধ্যা ৬.০০ মিনিট পর্যন্ত) SMS এর মাধ্যমে পরীক্ষার ফি জমা দিতে পারবেন। [514, 105, 881, 136]
clause-number: ১৬.৮ [908, 563, 926, 573]
range-cell: ১৪০০০০০১-১৪৯৯৯৯ [989, 137, 1136, 152]
centre-cell: চ. সিলেট [931, 167, 989, 182]
column-divider [464, 60, 465, 2030]
clause-number: ১৬.৭ [908, 540, 926, 550]
paragraph: লিখিত পরীক্ষার ফলাফল প্রকাশের পর লিখিত পরীক্ষায় উত্তীর্ণ প্রার্থীগণ কমিশনের www.bpsc.gov.bd ওয়েবসাইটে অথবা টেলিটক বাংলাদেশ লিমিটেড এর http://bpsc.teletalk.com.bd ওয়েবসাইটে প্রদর্শিত সময়ে অনলাইনে BPSC Form-1 এর Applicant's Copy প্রিন্ট করে মৌখিক পরীক্ষার দিন নিম্নোক্ত কাগজপত্রের সত্যায়িত ০২ (দুই) কপি মৌখিক পরীক্ষার বোর্ডে জমা দিবেন। [890, 342, 1300, 372]
exam-code-cell: ৮৮১ [415, 232, 461, 288]
clause-number: ১৬.৯ [908, 587, 926, 597]
section-heading: ১২.০ ফি জমা দেওয়ার পদ্ধতি [470, 759, 562, 769]
exam-code-cell: ৪৫৫ [415, 1022, 461, 1078]
exam-code-cell: ৮৮১ [415, 288, 461, 344]
clause-text: চার বছর মেয়াদি স্নাতক (সম্মান) ডিগ্রিধারী প্রার্থীর অনার্স কোর্সের মেয়াদ এবং তিন বছর মেয়াদি পাস কোর্সের ক্ষেত্রে প্রার্থী কর্তৃক অর্জিত ডিগ্রির মেয়াদ সংশ্লিষ্ট প্রতিষ্ঠান প্রধান কর্তৃক প্রদত্ত সনদ জমা দিতে হবে। [934, 434, 1300, 454]
table-row [931, 183, 1290, 198]
section-intro: খ. বি.সি.এস. (কারিগরি শিক্ষা): পলিটেকনিক ইনস্টিটিউট, গ্রাফিক আর্টস ইনস্টিটিউট, বাংলাদেশ ইনস্টিটিউট অব গ্লাস এন্ড সিরামিক্স এর জন্য বিভিন্ন বিষয়ের পদ। [38, 73, 445, 93]
subject-code-cell: ৩০৩ [375, 742, 415, 798]
centre-cell: ঙ. বরিশাল [931, 152, 989, 167]
clause-text: আবেদনপত্র জমাদানের শেষ তারিখ ও সময়: ৩১.০১.২০২১ তারিখ, সন্ধ্যা ৬.০০ মিনিট। [514, 91, 777, 101]
post-name-cell: ইন্সট্রাক্টর (টেক/পাওয়ার) পলিটেকনিক ইনস্টিটিউট [143, 400, 219, 456]
post-name-cell: ইন্সট্রাক্টর (টেক/কম্পিউটার) পলিটেকনিক ইনস্টিটিউট [143, 456, 219, 512]
registration-range-title: কেন্দ্রভিত্তিক রেজিস্ট্রেশন নম্বরের রেঞ্জ নিম্নে প্রদান করা হলো : [890, 60, 1075, 69]
serial-cell: ৭. [117, 512, 143, 568]
clause-text: মুক্তিযোদ্ধা/শহীদ মুক্তিযোদ্ধাদের পুত্র-কন্যা, প্রতিবন্ধী প্রার্থী এবং বি.সি.এস. (স্বাস্থ্য) ক্যাডারের প্রার্থী ছাড়া অন্যান্য সকল আবেদনকারী প্রার্থীর বয়স ২১ হতে ৩০ বছর (জন্ম তারিখ সর্বনিম্ন ০২.১১.১৯৯০, সর্বোচ্চ ০১.১১.১৯৯৯ পর্যন্ত)। [514, 178, 880, 199]
clause [890, 765, 1300, 796]
serial-cell: ১৭. [117, 1196, 143, 1276]
vacancy-cell: ১২ [219, 288, 245, 344]
exam-code-cell: ২৭২ [415, 910, 461, 966]
range-cell: ১৫০০০০০১-১৫৯৯৯৯ [989, 152, 1136, 167]
column-3 [890, 60, 1300, 993]
date-english: ০১ ডিসেম্বর ২০২০ [1090, 22, 1160, 32]
qualification-cell: -ঐ- [245, 400, 375, 456]
clause: ৭.২ প্রার্থী শুধু General Cadre এর প্রার্থী হতে ইচ্ছুক হলে General Cadre এর Application form এ ক্লিক করবেন। শুধু Technical/Professional ক্যাডারের প্রার্থী হলে General and Technical/Professional ক্যাডারের প্রার্থী হলে ইচ্ছুক হলে Both cadre এর জন্য নির্ধারিত ফরম পূরণ করবেন। [488, 470, 880, 500]
serial-cell: ১৫. [117, 1022, 143, 1078]
vacancy-cell: ০১ [219, 742, 245, 798]
paragraph: বিধিবিধান মোতাবেক যোগ্যতাধারী বাংলাদেশের যে কোন নাগরিক ৪৩তম বি.সি.এস. পরীক্ষা-২০২০ এ অংশগ্রহণের জন্য যোগ্য হবেন। [470, 321, 868, 331]
post-name-cell: ওয়ার্কশপ সুপার (টেক), বাংলাদেশ ইনস্টিটিউট অব গ্লাস এন্ড সিরামিক্স [143, 1276, 219, 1394]
table-row [931, 198, 1290, 213]
clause-text: বয়স প্রমাণের জন্য এস.এস.সি./সমমানের পরীক্ষার মূল সনদের সত্যায়িত কপি। "O-Level" এবং "A-Level" ডিগ্রিধারী প্রার্থীদের ক্ষেত্রে সংশ্লিষ্ট কর্তৃপক্ষের প্রত্যয়নপত্র জমা দিতে হবে। উল্লেখ্য, বয়স প্রমাণের জন্য এফিডেভিট গ্রহণযোগ্য হবে না। [934, 458, 1300, 488]
exam-code-cell: ৪৫৫ [415, 1276, 461, 1394]
range-cell: ১৭৮০০০০১-১৭৮৯৯৯ [1136, 183, 1290, 198]
exam-code-cell: ৮৮২ [415, 400, 461, 456]
column-number: (৩) [117, 163, 143, 176]
clause-number: ১৬.৬ [908, 516, 926, 526]
sms-reply: Reply : Applicant's Name, Tk-700 (Tk-100 for Physically Disabled, Ethnic Minority Group and Third Gender Group Candidates) will be charged as Application Fee. Your PIN is (8 digit number) 12345678. To Pay Fee, type BCS<Space>Yes<Space>PIN and send to 16222. [470, 813, 880, 844]
range-cell: ১২৮০০০০১-১২৮৯৯৯ [1136, 106, 1290, 121]
clause: ১.১ নতুন পদসৃষ্টি, পদোন্নতি, পদত্যাগ, কর্মকর্তার অবসর গ্রহণ, মৃত্যু, পদসংখ্যা অথবা অন্যকোন কারণে বিজ্ঞাপিত শূন্য পদের সংখ্যা পরিবর্তন হতে পারে। [56, 1442, 460, 1463]
range-cell: ১৬৮০০০০১-১৬৮৯৯৯ [1136, 167, 1290, 182]
table-header-row [39, 99, 461, 163]
cadre-name-cell: বি.সি.এস. (কারিগরি শিক্ষা) [39, 176, 91, 1407]
post-name-cell: ইন্সট্রাক্টর (টেক/মেকানিক্যাল) পলিটেকনিক ইনস্টিটিউট [143, 288, 219, 344]
section-heading: ৯.০ ছবি (Photo) আপলোড [470, 579, 565, 589]
subject-code-cell: ৩১২ [375, 854, 415, 910]
clause-text: বি.সি.এস. (সাধারণ শিক্ষা) ক্যাডারের শুধু ক্ষুদ্র নৃ-গোষ্ঠীর প্রার্থীর বেলায় বয়স ২১ হতে ৩২ বছর। [514, 226, 801, 236]
vacancy-cell: ১১ [219, 456, 245, 512]
exam-code-cell: ৮৮১ [415, 176, 461, 232]
paragraph: ৪৩তম বি.সি.এস. পরীক্ষা-২০২০ এর প্রিলিমিনারি টেস্ট ২০২১ সালের মার্চ মাসে অনুষ্ঠিত হতে পারে। সুনির্দিষ্ট তারিখ ও সময় পরবর্তীতে কমিশনের ওয়েবসাইটে ও পত্রিকায় প্রকাশ করা হবে। [890, 909, 1300, 930]
clause: ৩.৪ বয়স প্রমাণের জন্য এফিডেভিট গ্রহণযোগ্য হবে না। [470, 240, 880, 250]
range-cell: ১৪৮০০০০১-১৪৮৯৯৯ [1136, 137, 1290, 152]
table-row [931, 137, 1290, 152]
serial-cell: ৮. [117, 568, 143, 624]
clause: ১৮.১ প্রিলিমিনারি টেস্টে ২০০ (দুইশত) নম্বরের একটি Multiple choice question (MCQ) type প্রিলিমিনারি টেস্ট অনুষ্ঠিত হবে। [908, 948, 1300, 969]
section-heading: ৪.০ নাগরিকত্ব (Nationality) [470, 255, 572, 265]
section-heading: ১১.০ বাংলাদেশ সিভিল সার্ভিস (বয়স, যোগ্যতা ও সরাসরি নিয়োগের জন্য পরীক্ষা) বিধিমালা-২০১৪ এর বিধি ৯(৪)(ক)(খ) এর বিধান অনুযায়ী পরীক্ষার ফি প্রদান [470, 678, 861, 699]
clause-text: অপসারিত অথবা বরখাস্তকৃত: সরকারি চাকরি হতে অপসারিত (Removed) অথবা বরখাস্তকৃত (Dismissed) প্রার্থী আবেদনের যোগ্য হবেন না। [934, 717, 1300, 737]
vacancy-cell: ০১ [219, 798, 245, 854]
exam-code-cell: ৫৫১ ৫৫১ ৫৫১ ৫৫১ [415, 624, 461, 742]
vacancy-cell: ০৩ [219, 512, 245, 568]
centre-cell: গ. চট্টগ্রাম [931, 121, 989, 136]
clause [890, 376, 1300, 397]
clause-text: নতুন পদসৃষ্টি, পদোন্নতি, পদত্যাগ, কর্মকর্তার অবসর গ্রহণ, মৃত্যু, পদসংখ্যা অথবা অন্যকোন কারণে বিজ্ঞাপিত শূন্য পদের সংখ্যা পরিবর্তন হতে পারে। [82, 1442, 460, 1463]
clause [890, 717, 1300, 738]
clause-text: অধ্যয়নরত প্রার্থীর যোগ্যতা: যদি কোন প্রার্থী এমন কোন পরীক্ষায় অবতীর্ণ হয়ে থাকেন যে পরীক্ষায় পাস করলে তিনি ৪৩তম বি.সি.এস. পরীক্ষা-২০২০ এ আবেদনের যোগ্য হবেন এবং উক্ত পরীক্ষার ফলাফল ৪৩তম বি.সি.এস. পরীক্ষা-২০২০ এর আবেদনের শেষ তারিখ ৩১.০১.২০২১ এর মধ্যে প্রকাশিত না হয়ে থাকে, তবে তিনি আবেদন করতে পারবেন। [82, 1511, 460, 1542]
clause [890, 847, 1300, 857]
qualification-cell: -ঐ- [245, 910, 375, 966]
clause-text: তৃতীয় লিঙ্গভুক্ত প্রার্থীর ক্ষেত্রে সিভিল সার্জন কর্তৃক প্রদত্ত সনদের সত্যায়িত কপি। [934, 611, 1174, 621]
column-number: (৪) [143, 163, 219, 176]
subject-code-cell: ৩০৫ [375, 232, 415, 288]
qualification-cell: -ঐ- [245, 512, 375, 568]
range-cell: ১৮০০০০০১-১৮৯৯৯৯ [989, 198, 1136, 213]
clause-text: কোন প্রার্থী অনলাইনে আবেদনপত্রে (BPSC Form-1) যে তথ্য প্রদান করবেন মৌখিক পরীক্ষার পূর্বে কোন প্রকার পরিবর্তন গ্রহণ করা হবে না। ভুল তথ্য প্রদান করলে প্রার্থিতা বাতিল বলে গণ্য হবে। [934, 740, 1300, 761]
centre-cell: ক. ঢাকা [931, 90, 989, 105]
page-number: ১২ [40, 13, 79, 48]
section-heading: ১০.০ স্বাক্ষর (Signature) আপলোড [470, 639, 593, 649]
vacancy-cell: ০১ [219, 854, 245, 910]
section-heading: ৩.০ বয়সসীমা (Age limit): ০১ নভেম্বর ২০২০ তারিখে বয়স [470, 165, 665, 175]
serial-cell: ১৮. [117, 1276, 143, 1394]
serial-cell: ২. [117, 232, 143, 288]
table-header: ক্যাডার কোড [91, 99, 117, 163]
subject-code-cell: ১৭০ [375, 1022, 415, 1078]
page-header [0, 0, 1333, 52]
table-row [931, 90, 1290, 105]
section-heading: ১৫.০ অনলাইনে BPSC Form-3 পূরণ [890, 268, 1017, 278]
clause: ৩.২ মুক্তিযোদ্ধা/শহীদ মুক্তিযোদ্ধাদের পুত্র-কন্যা, প্রতিবন্ধী প্রার্থী এবং বি.সি.এস. (স্বাস্থ্য) ক্যাডারের প্রার্থীর জন্য বয়স ২১ হতে ৩২ বছর (জন্ম তারিখ সর্বনিম্ন ০২.১১.১৯৮৮, সর্বোচ্চ ০১.১১.১৯৯৯ পর্যন্ত)। [488, 202, 880, 222]
subject-code-cell: ৩০১ [375, 1078, 415, 1196]
masthead-title: ইত্তেফাক [1201, 21, 1289, 51]
post-name-cell: ওয়ার্কশপ সুপার (টেক), গ্রাফিক আর্টস ইনস্টিটিউট [143, 1196, 219, 1276]
clause-number: ১৬.১৬ [908, 764, 931, 774]
subject-code-cell: ৩০১ [375, 512, 415, 568]
vacancy-cell: ১৭ [219, 176, 245, 232]
clause [890, 683, 1300, 714]
clause: ৪.১ প্রার্থীকে অবশ্যই বাংলাদেশের নাগরিক হতে হবে। [470, 269, 880, 279]
